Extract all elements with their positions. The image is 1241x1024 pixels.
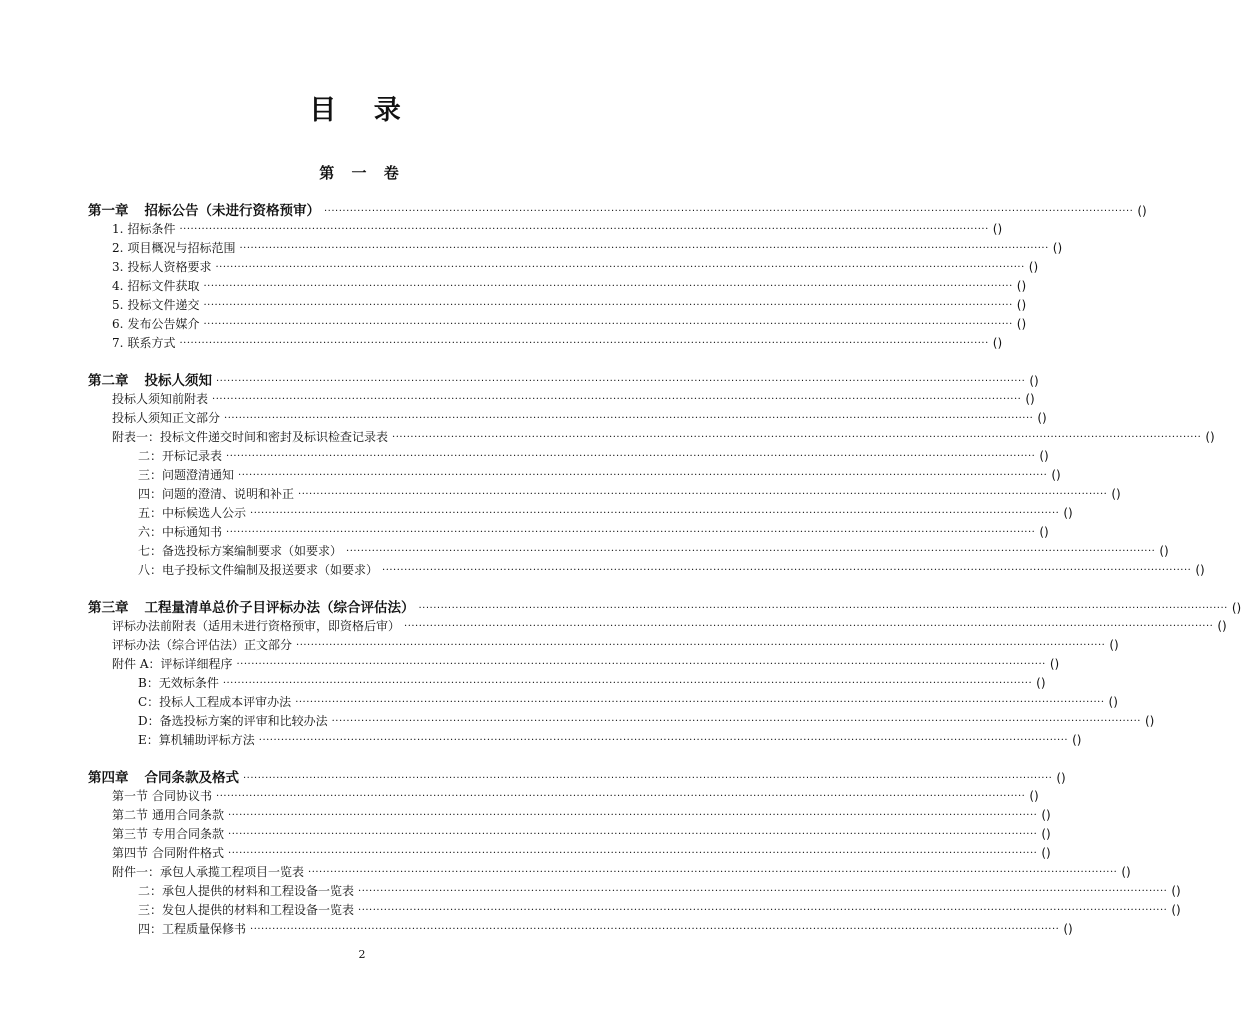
toc-entry[interactable] [112,655,1060,674]
toc-entry[interactable] [112,315,1027,334]
page-ref-placeholder: ( ) [1025,392,1035,406]
page-ref-placeholder: ( ) [1056,771,1066,785]
toc-chapter[interactable] [88,202,1147,221]
toc-entry[interactable] [138,447,1049,466]
dot-leader: ···························································································································································································································· [358,905,1168,916]
dot-leader: ···························································································································································································································· [179,224,989,235]
toc-entry-title: B：无效标条件 [138,676,219,690]
page-ref-placeholder: ( ) [1137,204,1147,218]
toc-entry-title: 六：中标通知书 [138,525,223,539]
toc-entry-number: 第二节 [112,808,149,822]
page-ref-placeholder: ( ) [1039,525,1049,539]
page-ref-placeholder: ( ) [1217,619,1227,633]
dot-leader: ···························································································································································································································· [295,697,1105,708]
toc-entry-title: E：算机辅助评标方法 [138,733,255,747]
toc-entry-title: 附表一：投标文件递交时间和密封及标识检查记录表 [112,430,389,444]
toc-entry-title: 二：承包人提供的材料和工程设备一览表 [138,884,355,898]
toc-entry-number: 第三节 [112,827,149,841]
page-ref-placeholder: ( ) [1111,487,1121,501]
page-ref-placeholder: ( ) [1159,544,1169,558]
toc-entry-title: 评标办法前附表（适用未进行资格预审，即资格后审） [112,619,401,633]
page-ref-placeholder: ( ) [1029,374,1039,388]
toc-entry-title: 发布公告媒介 [127,317,200,331]
page-ref-placeholder: ( ) [1016,317,1027,331]
dot-leader: ···························································································································································································································· [358,886,1168,897]
toc-entry[interactable] [138,882,1181,901]
page-ref-placeholder: ( ) [1108,695,1118,709]
page-ref-placeholder: ( ) [1205,430,1215,444]
toc-entry[interactable] [112,334,1003,353]
dot-leader: ···························································································································································································································· [179,338,989,349]
toc-entry[interactable] [112,428,1215,447]
toc-entry[interactable] [138,561,1205,580]
dot-leader: ···························································································································································································································· [226,451,1036,462]
toc-entry-number: 2. [112,241,124,255]
dot-leader: ···························································································································································································································· [222,678,1033,689]
toc-entry[interactable] [112,825,1051,844]
toc-entry[interactable] [112,409,1047,428]
toc-entry-title: 投标人须知正文部分 [112,411,221,425]
dot-leader: ···························································································································································································································· [308,867,1118,878]
toc-entry-number: 5. [112,298,124,312]
dot-leader: ···························································································································································································································· [226,527,1036,538]
toc-entry[interactable] [112,390,1035,409]
toc-entry[interactable] [138,504,1073,523]
toc-entry-number: 第二章 [88,373,129,389]
page-ref-placeholder: ( ) [1051,468,1061,482]
dot-leader: ···························································································································································································································· [203,319,1013,330]
page-ref-placeholder: ( ) [1016,298,1027,312]
toc-entry[interactable] [138,693,1118,712]
toc-entry-title: 三：问题澄清通知 [138,468,235,482]
dot-leader: ···························································································································································································································· [298,489,1108,500]
dot-leader: ···························································································································································································································· [258,735,1069,746]
toc-entry[interactable] [138,712,1155,731]
toc-entry-title: C：投标人工程成本评审办法 [138,695,292,709]
toc-entry-title: 投标文件递交 [127,298,200,312]
toc-entry[interactable] [112,258,1039,277]
page-ref-placeholder: ( ) [1121,865,1131,879]
toc-entry-title: 专用合同条款 [152,827,225,841]
page-ref-placeholder: ( ) [1036,676,1046,690]
page-ref-placeholder: ( ) [1195,563,1205,577]
toc-entry-title: 投标人须知 [144,373,212,389]
dot-leader: ···························································································································································································································· [236,659,1046,670]
page-ref-placeholder: ( ) [1039,449,1049,463]
toc-entry-title: 合同附件格式 [152,846,225,860]
dot-leader: ···························································································································································································································· [324,206,1134,217]
dot-leader: ···························································································································································································································· [392,432,1202,443]
toc-entry-number: 第三章 [88,600,129,616]
page-ref-placeholder: ( ) [1049,657,1060,671]
page-ref-placeholder: ( ) [1171,884,1181,898]
toc-entry[interactable] [112,844,1051,863]
dot-leader: ···························································································································································································································· [239,243,1049,254]
toc-entry-title: 招标条件 [127,222,176,236]
toc-entry-number: 7. [112,336,124,350]
page-ref-placeholder: ( ) [1041,846,1051,860]
volume-heading: 第 一 卷 [319,164,405,182]
toc-chapter[interactable] [88,599,1241,618]
page-ref-placeholder: ( ) [1072,733,1082,747]
dot-leader: ···························································································································································································································· [382,565,1192,576]
toc-chapter[interactable] [88,372,1039,391]
page-ref-placeholder: ( ) [1052,241,1063,255]
page-ref-placeholder: ( ) [992,222,1003,236]
toc-entry[interactable] [138,542,1169,561]
toc-entry-title: 招标公告（未进行资格预审） [144,203,320,219]
dot-leader: ···························································································································································································································· [203,281,1013,292]
dot-leader: ···························································································································································································································· [404,621,1214,632]
dot-leader: ···························································································································································································································· [212,394,1022,405]
toc-entry[interactable] [112,296,1027,315]
toc-entry[interactable] [112,636,1119,655]
toc-entry[interactable] [138,485,1121,504]
dot-leader: ···························································································································································································································· [243,773,1053,784]
page-title: 目 录 [309,95,415,126]
page-ref-placeholder: ( ) [1063,922,1073,936]
toc-entry[interactable] [112,863,1131,882]
toc-entry-number: 4. [112,279,124,293]
page-ref-placeholder: ( ) [992,336,1003,350]
dot-leader: ···························································································································································································································· [418,603,1228,614]
dot-leader: ···························································································································································································································· [296,640,1106,651]
dot-leader: ···························································································································································································································· [215,262,1025,273]
dot-leader: ···························································································································································································································· [331,716,1141,727]
toc-entry-number: 第一节 [112,789,149,803]
toc-chapter[interactable] [88,769,1066,788]
dot-leader: ···························································································································································································································· [228,848,1038,859]
toc-entry-title: 招标文件获取 [127,279,200,293]
toc-entry-number: 1. [112,222,124,236]
toc-entry-title: 七：备选投标方案编制要求（如要求） [138,544,343,558]
toc-entry-title: 附件 A：评标详细程序 [112,657,233,671]
toc-entry[interactable] [112,787,1039,806]
page-ref-placeholder: ( ) [1041,827,1051,841]
toc-entry-number: 第一章 [88,203,129,219]
toc-entry[interactable] [138,901,1181,920]
dot-leader: ···························································································································································································································· [203,300,1013,311]
dot-leader: ···························································································································································································································· [216,791,1026,802]
toc-entry-title: D：备选投标方案的评审和比较办法 [138,714,328,728]
dot-leader: ···························································································································································································································· [216,376,1026,387]
page-ref-placeholder: ( ) [1028,260,1039,274]
page-ref-placeholder: ( ) [1109,638,1119,652]
toc-entry[interactable] [138,523,1049,542]
dot-leader: ···························································································································································································································· [224,413,1034,424]
toc-entry-title: 附件一：承包人承揽工程项目一览表 [112,865,305,879]
toc-entry-title: 项目概况与招标范围 [127,241,236,255]
toc-entry-title: 二：开标记录表 [138,449,223,463]
toc-entry-title: 四：工程质量保修书 [138,922,247,936]
toc-entry[interactable] [138,731,1082,750]
toc-entry[interactable] [112,806,1051,825]
page-ref-placeholder: ( ) [1029,789,1039,803]
toc-entry-title: 工程量清单总价子目评标办法（综合评估法） [144,600,415,616]
toc-entry-number: 第四节 [112,846,149,860]
page-ref-placeholder: ( ) [1171,903,1181,917]
toc-entry[interactable] [112,220,1003,239]
dot-leader: ···························································································································································································································· [250,508,1060,519]
page-ref-placeholder: ( ) [1063,506,1073,520]
toc-entry[interactable] [112,239,1063,258]
toc-entry[interactable] [138,674,1046,693]
toc-entry-title: 三：发包人提供的材料和工程设备一览表 [138,903,355,917]
toc-entry-title: 通用合同条款 [152,808,225,822]
toc-entry-number: 第四章 [88,770,129,786]
toc-entry[interactable] [138,920,1073,939]
dot-leader: ···························································································································································································································· [228,810,1038,821]
toc-entry-title: 评标办法（综合评估法）正文部分 [112,638,293,652]
page-ref-placeholder: ( ) [1231,601,1241,615]
toc-entry[interactable] [112,277,1027,296]
toc-entry-number: 6. [112,317,124,331]
page-ref-placeholder: ( ) [1041,808,1051,822]
toc-entry[interactable] [112,617,1227,636]
page-ref-placeholder: ( ) [1016,279,1027,293]
toc-entry-title: 合同条款及格式 [144,770,239,786]
page-ref-placeholder: ( ) [1144,714,1155,728]
page-ref-placeholder: ( ) [1037,411,1047,425]
toc-entry-title: 八：电子投标文件编制及报送要求（如要求） [138,563,379,577]
toc-entry-title: 联系方式 [127,336,176,350]
toc-entry-title: 五：中标候选人公示 [138,506,247,520]
dot-leader: ···························································································································································································································· [250,924,1060,935]
page-number: 2 [358,948,366,961]
dot-leader: ···························································································································································································································· [228,829,1038,840]
toc-entry-title: 投标人须知前附表 [112,392,209,406]
toc-entry-title: 合同协议书 [152,789,213,803]
dot-leader: ···························································································································································································································· [238,470,1048,481]
toc-entry-title: 四：问题的澄清、说明和补正 [138,487,295,501]
toc-entry-number: 3. [112,260,124,274]
dot-leader: ···························································································································································································································· [346,546,1156,557]
toc-entry-title: 投标人资格要求 [127,260,212,274]
toc-entry[interactable] [138,466,1061,485]
